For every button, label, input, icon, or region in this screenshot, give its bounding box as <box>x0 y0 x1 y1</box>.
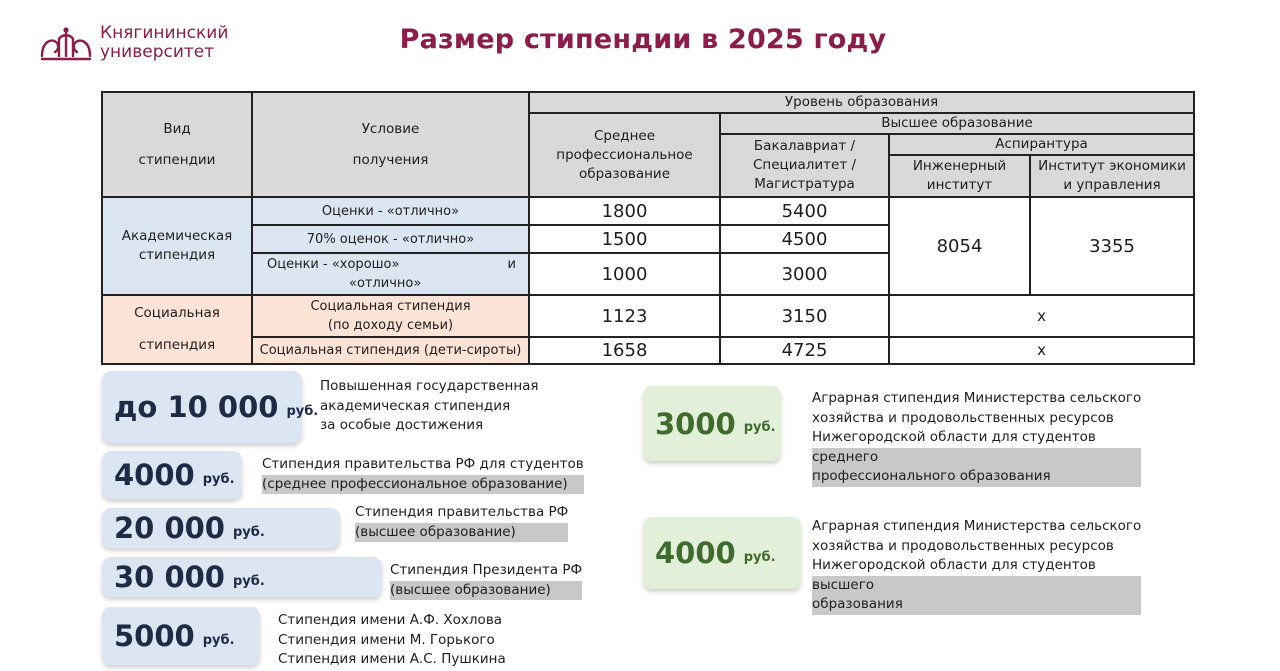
page-title: Размер стипендии в 2025 году <box>399 24 887 55</box>
badge-currency: руб. <box>286 403 319 419</box>
row-postgrad-value: x <box>889 295 1194 337</box>
highlighted-text: высшего <box>812 576 1141 596</box>
badge-amount: 20 000 <box>114 511 225 545</box>
amount-badge-gov-higher <box>102 508 340 548</box>
header-type-line-1: Вид <box>163 120 191 137</box>
badge-currency: руб. <box>233 573 265 589</box>
row-higher-value: 4725 <box>720 337 889 364</box>
row-condition: Социальная стипендия (дети-сироты) <box>252 337 529 364</box>
badge-amount: 30 000 <box>114 560 225 594</box>
social-scholarship-label <box>102 295 252 364</box>
description-line: Стипендия имени М. Горького <box>278 631 495 648</box>
header-postgrad: Аспирантура <box>889 134 1194 155</box>
header-condition-line-1: Условие <box>361 120 420 137</box>
agrarian-spo-description <box>812 389 1141 487</box>
row-spo-value: 1500 <box>529 225 720 253</box>
badge-amount: 4000 <box>114 458 195 492</box>
description-line: Стипендия Президента РФ <box>390 562 583 578</box>
table-row <box>102 337 1194 364</box>
row-postgrad-value: x <box>889 337 1194 364</box>
highlighted-text: (высшее образование) <box>390 581 582 601</box>
description-line: Нижегородской области для студентов <box>812 429 1096 445</box>
header-bachelor: Бакалавриат / Специалитет / Магистратура <box>720 134 889 197</box>
amount-badge-gov-spo <box>102 451 242 499</box>
row-spo-value: 1123 <box>529 295 720 337</box>
social-label-line-2: стипендия <box>138 337 216 353</box>
row-condition: Социальная стипендия (по доходу семьи) <box>252 295 529 337</box>
header-engineering-institute: Инженерный институт <box>889 155 1030 197</box>
amount-badge-agrarian-spo <box>643 386 781 461</box>
header-condition <box>252 92 529 197</box>
row-spo-value: 1800 <box>529 197 720 225</box>
description-line: хозяйства и продовольственных ресурсов <box>812 409 1114 426</box>
header-type-line-2: стипендии <box>138 151 216 168</box>
agrarian-higher-description <box>812 517 1141 615</box>
row-spo-value: 1000 <box>529 253 720 295</box>
header-spo: Среднее профессиональное образование <box>529 113 720 197</box>
academic-scholarship-label: Академическая стипендия <box>102 197 252 295</box>
highlighted-text: профессионального образования <box>812 467 1141 487</box>
amount-badge-named <box>102 607 260 665</box>
highlighted-text: образования <box>812 595 1141 615</box>
gov-higher-scholarship-description <box>355 503 568 542</box>
amount-badge-president <box>102 557 382 597</box>
header-economics-institute: Институт экономики и управления <box>1030 155 1194 197</box>
header-education-level: Уровень образования <box>529 92 1194 113</box>
badge-currency: руб. <box>202 471 235 487</box>
highlighted-text: (среднее профессиональное образование) <box>262 475 584 495</box>
badge-currency: руб. <box>202 632 235 648</box>
header-higher: Высшее образование <box>720 113 1194 134</box>
postgrad-engineering-value: 8054 <box>889 197 1030 295</box>
badge-amount: 3000 <box>655 406 736 441</box>
highlighted-text: среднего <box>812 448 1141 468</box>
description-line: академическая стипендия <box>320 397 511 414</box>
description-line: за особые достижения <box>320 417 484 433</box>
social-label-line-1: Социальная <box>134 305 220 321</box>
table-row <box>102 197 1194 225</box>
logo-line-1: Княгининский <box>100 23 229 43</box>
badge-currency: руб. <box>743 549 776 565</box>
row-higher-value: 3150 <box>720 295 889 337</box>
table-row <box>102 295 1194 337</box>
description-line: Стипендия имени А.С. Пушкина <box>278 651 506 667</box>
row-spo-value: 1658 <box>529 337 720 364</box>
description-line: хозяйства и продовольственных ресурсов <box>812 537 1114 554</box>
header-condition-line-2: получения <box>352 151 429 168</box>
row-condition <box>252 253 529 295</box>
row-condition-part-2: и <box>507 257 516 272</box>
description-line: Стипендия имени А.Ф. Хохлова <box>278 612 503 628</box>
description-line: Повышенная государственная <box>320 378 539 394</box>
row-higher-value: 3000 <box>720 253 889 295</box>
badge-amount: 4000 <box>655 536 736 570</box>
enhanced-scholarship-description <box>320 377 539 436</box>
gov-spo-scholarship-description <box>262 455 584 494</box>
badge-currency: руб. <box>233 524 265 540</box>
named-scholarships-description <box>278 611 506 670</box>
postgrad-economics-value: 3355 <box>1030 197 1194 295</box>
row-condition-part-3: «отлично» <box>349 276 422 291</box>
description-line: Аграрная стипендия Министерства сельского <box>812 518 1142 534</box>
logo-line-2: университет <box>100 42 215 62</box>
description-line: Нижегородской области для студентов <box>812 557 1096 573</box>
row-condition: 70% оценок - «отлично» <box>252 225 529 253</box>
highlighted-text: (высшее образование) <box>355 523 568 543</box>
header-type <box>102 92 252 197</box>
president-scholarship-description <box>390 561 582 600</box>
description-line: Стипендия правительства РФ для студентов <box>262 456 584 472</box>
badge-amount: до 10 000 <box>114 390 279 424</box>
description-line: Стипендия правительства РФ <box>355 504 569 520</box>
row-higher-value: 4500 <box>720 225 889 253</box>
row-condition-part-1: Оценки - «хорошо» <box>267 257 400 272</box>
scholarship-table <box>101 91 1195 365</box>
row-higher-value: 5400 <box>720 197 889 225</box>
description-line: Аграрная стипендия Министерства сельского <box>812 390 1142 406</box>
row-condition: Оценки - «отлично» <box>252 197 529 225</box>
amount-badge-agrarian-higher <box>643 517 801 589</box>
amount-badge-enhanced <box>102 371 319 443</box>
badge-currency: руб. <box>743 420 776 435</box>
badge-amount: 5000 <box>114 619 195 653</box>
